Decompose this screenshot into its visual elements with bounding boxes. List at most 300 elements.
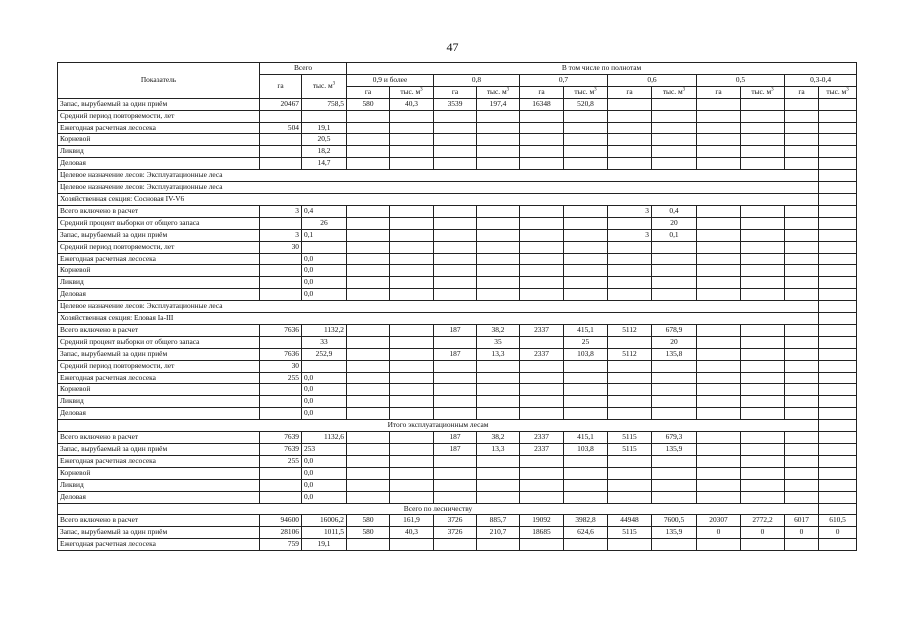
- table-row: [58, 348, 857, 360]
- table-cell: [652, 467, 697, 479]
- table-cell: [697, 158, 741, 170]
- table-cell: [347, 384, 390, 396]
- table-cell: [819, 170, 857, 182]
- table-cell: [819, 313, 857, 325]
- table-cell: [260, 265, 302, 277]
- table-cell: [347, 324, 390, 336]
- table-cell: [434, 289, 477, 301]
- table-cell: [608, 265, 652, 277]
- table-cell: [390, 479, 434, 491]
- row-label: Средний процент выборки от общего запаса: [58, 217, 260, 229]
- table-cell: [347, 277, 390, 289]
- header-unit-m3: тыс. $м^3$: [819, 86, 857, 98]
- table-cell: [819, 372, 857, 384]
- table-cell: 3726: [434, 515, 477, 527]
- table-cell: 580: [347, 515, 390, 527]
- header-density-3: 0,6: [608, 74, 697, 86]
- table-cell: [390, 384, 434, 396]
- table-cell: 44948: [608, 515, 652, 527]
- table-cell: 5115: [608, 444, 652, 456]
- table-cell: [520, 122, 564, 134]
- row-label: Запас, вырубаемый за один приём: [58, 444, 260, 456]
- table-cell: [520, 384, 564, 396]
- table-row: [58, 336, 857, 348]
- header-unit-ha: га: [697, 86, 741, 98]
- table-cell: 255: [260, 372, 302, 384]
- table-cell: 5112: [608, 324, 652, 336]
- table-cell: 40,3: [390, 527, 434, 539]
- table-cell: [564, 277, 608, 289]
- table-cell: [434, 122, 477, 134]
- table-cell: [564, 110, 608, 122]
- table-cell: [477, 253, 520, 265]
- table-cell: [260, 146, 302, 158]
- table-cell: 2772,2: [741, 515, 785, 527]
- table-cell: [785, 372, 819, 384]
- table-cell: [434, 539, 477, 551]
- table-cell: [260, 396, 302, 408]
- table-cell: [608, 384, 652, 396]
- table-cell: 94600: [260, 515, 302, 527]
- table-cell: [785, 444, 819, 456]
- table-cell: [785, 348, 819, 360]
- table-cell: [608, 539, 652, 551]
- table-cell: [520, 146, 564, 158]
- table-row: [58, 539, 857, 551]
- table-cell: [819, 539, 857, 551]
- table-cell: 30: [260, 360, 302, 372]
- table-cell: [434, 455, 477, 467]
- table-cell: [741, 444, 785, 456]
- table-cell: [260, 408, 302, 420]
- table-row: [58, 467, 857, 479]
- row-label: Средний период повторяемости, лет: [58, 241, 260, 253]
- table-cell: [347, 217, 390, 229]
- table-cell: [741, 467, 785, 479]
- table-cell: 187: [434, 432, 477, 444]
- header-unit-ha: га: [608, 86, 652, 98]
- table-cell: 19092: [520, 515, 564, 527]
- table-cell: [347, 455, 390, 467]
- table-cell: [697, 324, 741, 336]
- table-row: [58, 503, 857, 515]
- table-cell: [564, 241, 608, 253]
- table-cell: 3726: [434, 527, 477, 539]
- table-cell: [477, 217, 520, 229]
- table-cell: [564, 408, 608, 420]
- table-cell: [608, 122, 652, 134]
- table-cell: [564, 539, 608, 551]
- table-cell: [697, 479, 741, 491]
- table-cell: [434, 396, 477, 408]
- table-cell: [434, 408, 477, 420]
- table-cell: [785, 408, 819, 420]
- table-cell: [434, 229, 477, 241]
- table-cell: [785, 277, 819, 289]
- header-unit-m3: тыс. $м^3$: [390, 86, 434, 98]
- table-cell: [785, 467, 819, 479]
- table-cell: [608, 98, 652, 110]
- table-cell: [477, 146, 520, 158]
- table-cell: [520, 467, 564, 479]
- table-cell: [564, 122, 608, 134]
- table-cell: [741, 277, 785, 289]
- section-heading: Итого эксплуатационным лесам: [58, 420, 819, 432]
- table-cell: [477, 265, 520, 277]
- table-cell: [390, 229, 434, 241]
- table-row: [58, 372, 857, 384]
- table-cell: 7639: [260, 432, 302, 444]
- table-cell: 3: [608, 229, 652, 241]
- table-cell: [652, 110, 697, 122]
- table-cell: [697, 455, 741, 467]
- table-cell: [819, 277, 857, 289]
- table-cell: [477, 455, 520, 467]
- table-cell: [477, 384, 520, 396]
- table-cell: [608, 336, 652, 348]
- table-cell: [697, 205, 741, 217]
- table-cell: 0,0: [302, 467, 347, 479]
- table-cell: [390, 289, 434, 301]
- table-cell: 161,9: [390, 515, 434, 527]
- table-cell: [390, 158, 434, 170]
- table-cell: [347, 444, 390, 456]
- table-cell: 610,5: [819, 515, 857, 527]
- table-cell: [390, 122, 434, 134]
- table-cell: 38,2: [477, 324, 520, 336]
- table-header: [58, 63, 857, 99]
- table-cell: 2337: [520, 324, 564, 336]
- table-cell: 504: [260, 122, 302, 134]
- table-cell: [652, 146, 697, 158]
- table-cell: 0,0: [302, 253, 347, 265]
- table-cell: [434, 205, 477, 217]
- table-cell: [741, 372, 785, 384]
- row-label: Всего включено в расчет: [58, 324, 260, 336]
- table-cell: [347, 396, 390, 408]
- table-cell: [260, 384, 302, 396]
- table-cell: [608, 217, 652, 229]
- table-cell: 580: [347, 527, 390, 539]
- table-cell: 5115: [608, 527, 652, 539]
- table-row: [58, 146, 857, 158]
- table-cell: [819, 229, 857, 241]
- table-row: [58, 324, 857, 336]
- table-cell: [819, 98, 857, 110]
- table-cell: [564, 396, 608, 408]
- table-cell: [785, 229, 819, 241]
- table-cell: [520, 241, 564, 253]
- table-cell: [564, 384, 608, 396]
- table-cell: [652, 360, 697, 372]
- table-cell: 0,4: [302, 205, 347, 217]
- header-indicator: Показатель: [58, 63, 260, 99]
- table-cell: [390, 217, 434, 229]
- table-cell: 0,1: [302, 229, 347, 241]
- table-cell: [785, 455, 819, 467]
- table-cell: [564, 217, 608, 229]
- table-cell: [819, 253, 857, 265]
- table-cell: [434, 253, 477, 265]
- table-cell: 6017: [785, 515, 819, 527]
- header-unit-ha: га: [785, 86, 819, 98]
- table-cell: [434, 467, 477, 479]
- table-cell: [347, 539, 390, 551]
- table-row: [58, 205, 857, 217]
- table-cell: [697, 467, 741, 479]
- table-cell: [260, 253, 302, 265]
- table-cell: [564, 229, 608, 241]
- table-cell: [697, 539, 741, 551]
- table-cell: [785, 217, 819, 229]
- table-cell: [819, 420, 857, 432]
- table-cell: 13,3: [477, 348, 520, 360]
- table-cell: 13,3: [477, 444, 520, 456]
- table-row: [58, 527, 857, 539]
- table-cell: [652, 265, 697, 277]
- header-unit-ha: га: [434, 86, 477, 98]
- table-cell: [697, 336, 741, 348]
- table-cell: [608, 491, 652, 503]
- table-cell: [652, 384, 697, 396]
- table-cell: [819, 241, 857, 253]
- table-cell: [347, 479, 390, 491]
- table-cell: 16006,2: [302, 515, 347, 527]
- table-cell: [347, 372, 390, 384]
- table-cell: [434, 110, 477, 122]
- table-cell: [819, 336, 857, 348]
- table-cell: [434, 265, 477, 277]
- table-cell: [608, 289, 652, 301]
- table-cell: [741, 348, 785, 360]
- table-cell: [434, 384, 477, 396]
- table-cell: [564, 360, 608, 372]
- table-cell: [520, 539, 564, 551]
- table-cell: [390, 146, 434, 158]
- table-cell: [785, 265, 819, 277]
- table-cell: 103,8: [564, 348, 608, 360]
- table-cell: [390, 444, 434, 456]
- table-cell: [390, 408, 434, 420]
- table-cell: [564, 205, 608, 217]
- table-cell: [477, 491, 520, 503]
- table-cell: 0,1: [652, 229, 697, 241]
- table-cell: [347, 432, 390, 444]
- table-cell: [477, 205, 520, 217]
- table-cell: [608, 372, 652, 384]
- table-cell: 25: [564, 336, 608, 348]
- table-cell: [652, 122, 697, 134]
- table-cell: [697, 444, 741, 456]
- table-cell: [741, 396, 785, 408]
- table-cell: [697, 396, 741, 408]
- table-cell: [477, 467, 520, 479]
- table-cell: [434, 336, 477, 348]
- row-label: Средний период повторяемости, лет: [58, 110, 260, 122]
- table-cell: [434, 479, 477, 491]
- table-cell: [260, 158, 302, 170]
- table-cell: [697, 98, 741, 110]
- table-cell: 30: [260, 241, 302, 253]
- table-cell: 678,9: [652, 324, 697, 336]
- table-cell: 5115: [608, 432, 652, 444]
- table-cell: 20467: [260, 98, 302, 110]
- table-cell: 135,9: [652, 527, 697, 539]
- table-cell: 0: [819, 527, 857, 539]
- table-cell: [785, 158, 819, 170]
- table-cell: [520, 479, 564, 491]
- table-cell: [390, 134, 434, 146]
- table-row: [58, 182, 857, 194]
- table-cell: [260, 134, 302, 146]
- table-cell: [652, 241, 697, 253]
- table-cell: [741, 455, 785, 467]
- table-cell: [520, 372, 564, 384]
- table-cell: [564, 158, 608, 170]
- table-cell: [697, 265, 741, 277]
- table-cell: 624,6: [564, 527, 608, 539]
- table-cell: [819, 301, 857, 313]
- section-heading: Всего по лесничеству: [58, 503, 819, 515]
- table-cell: 0: [741, 527, 785, 539]
- table-cell: [785, 539, 819, 551]
- table-cell: 20307: [697, 515, 741, 527]
- table-cell: [697, 253, 741, 265]
- table-cell: [347, 491, 390, 503]
- table-cell: [477, 289, 520, 301]
- table-cell: 2337: [520, 348, 564, 360]
- table-cell: [608, 277, 652, 289]
- table-cell: [564, 467, 608, 479]
- table-cell: [260, 467, 302, 479]
- table-cell: 0,0: [302, 277, 347, 289]
- table-cell: [741, 265, 785, 277]
- table-cell: [819, 384, 857, 396]
- table-cell: [741, 134, 785, 146]
- table-cell: [819, 408, 857, 420]
- table-cell: [347, 336, 390, 348]
- table-row: [58, 122, 857, 134]
- table-cell: [819, 110, 857, 122]
- table-cell: [741, 384, 785, 396]
- table-cell: [347, 348, 390, 360]
- header-unit-m3: тыс. $м^3$: [741, 86, 785, 98]
- table-cell: [520, 265, 564, 277]
- table-cell: [520, 253, 564, 265]
- row-label: Всего включено в расчет: [58, 515, 260, 527]
- table-cell: [785, 146, 819, 158]
- table-cell: 3: [608, 205, 652, 217]
- table-cell: [347, 289, 390, 301]
- table-cell: 1011,5: [302, 527, 347, 539]
- table-cell: [347, 146, 390, 158]
- table-cell: [697, 229, 741, 241]
- table-cell: 20: [652, 217, 697, 229]
- table-cell: [652, 253, 697, 265]
- table-cell: [477, 122, 520, 134]
- table-cell: [741, 539, 785, 551]
- row-label: Всего включено в расчет: [58, 432, 260, 444]
- header-density-1: 0,8: [434, 74, 520, 86]
- table-cell: 253: [302, 444, 347, 456]
- table-cell: [741, 479, 785, 491]
- table-cell: [697, 491, 741, 503]
- table-cell: [785, 241, 819, 253]
- table-cell: [260, 289, 302, 301]
- table-cell: [520, 217, 564, 229]
- table-cell: 33: [302, 336, 347, 348]
- table-cell: [819, 289, 857, 301]
- table-cell: [434, 372, 477, 384]
- table-cell: [819, 491, 857, 503]
- table-cell: [652, 408, 697, 420]
- table-cell: 0: [697, 527, 741, 539]
- table-cell: [697, 110, 741, 122]
- table-cell: [697, 122, 741, 134]
- table-cell: [477, 158, 520, 170]
- table-cell: [608, 455, 652, 467]
- table-cell: [260, 217, 302, 229]
- table-cell: [652, 277, 697, 289]
- table-row: [58, 193, 857, 205]
- table-cell: [819, 146, 857, 158]
- row-label: Деловая: [58, 158, 260, 170]
- table-cell: 18,2: [302, 146, 347, 158]
- table-cell: [434, 217, 477, 229]
- table-cell: [608, 396, 652, 408]
- row-label: Запас, вырубаемый за один приём: [58, 229, 260, 241]
- table-row: [58, 110, 857, 122]
- table-row: [58, 289, 857, 301]
- table-cell: [390, 265, 434, 277]
- table-cell: 19,1: [302, 122, 347, 134]
- table-cell: 16348: [520, 98, 564, 110]
- table-cell: 252,9: [302, 348, 347, 360]
- table-cell: [390, 336, 434, 348]
- table-row: [58, 396, 857, 408]
- table-cell: [520, 408, 564, 420]
- table-cell: [390, 348, 434, 360]
- table-cell: [347, 134, 390, 146]
- table-cell: 19,1: [302, 539, 347, 551]
- header-total: Всего: [260, 63, 347, 75]
- table-cell: [260, 479, 302, 491]
- table-cell: [477, 539, 520, 551]
- table-cell: 26: [302, 217, 347, 229]
- table-cell: [819, 396, 857, 408]
- table-row: [58, 455, 857, 467]
- table-cell: [347, 122, 390, 134]
- table-cell: [697, 408, 741, 420]
- row-label: Ежегодная расчетная лесосека: [58, 122, 260, 134]
- table-row: [58, 277, 857, 289]
- table-cell: [819, 503, 857, 515]
- table-cell: [741, 336, 785, 348]
- table-cell: [741, 205, 785, 217]
- table-cell: [260, 110, 302, 122]
- table-row: [58, 253, 857, 265]
- table-cell: [819, 265, 857, 277]
- table-cell: 7600,5: [652, 515, 697, 527]
- table-cell: [608, 360, 652, 372]
- table-cell: [390, 241, 434, 253]
- table-cell: [652, 539, 697, 551]
- table-cell: 210,7: [477, 527, 520, 539]
- table-cell: [697, 241, 741, 253]
- table-cell: [697, 289, 741, 301]
- table-cell: [564, 491, 608, 503]
- table-cell: [652, 372, 697, 384]
